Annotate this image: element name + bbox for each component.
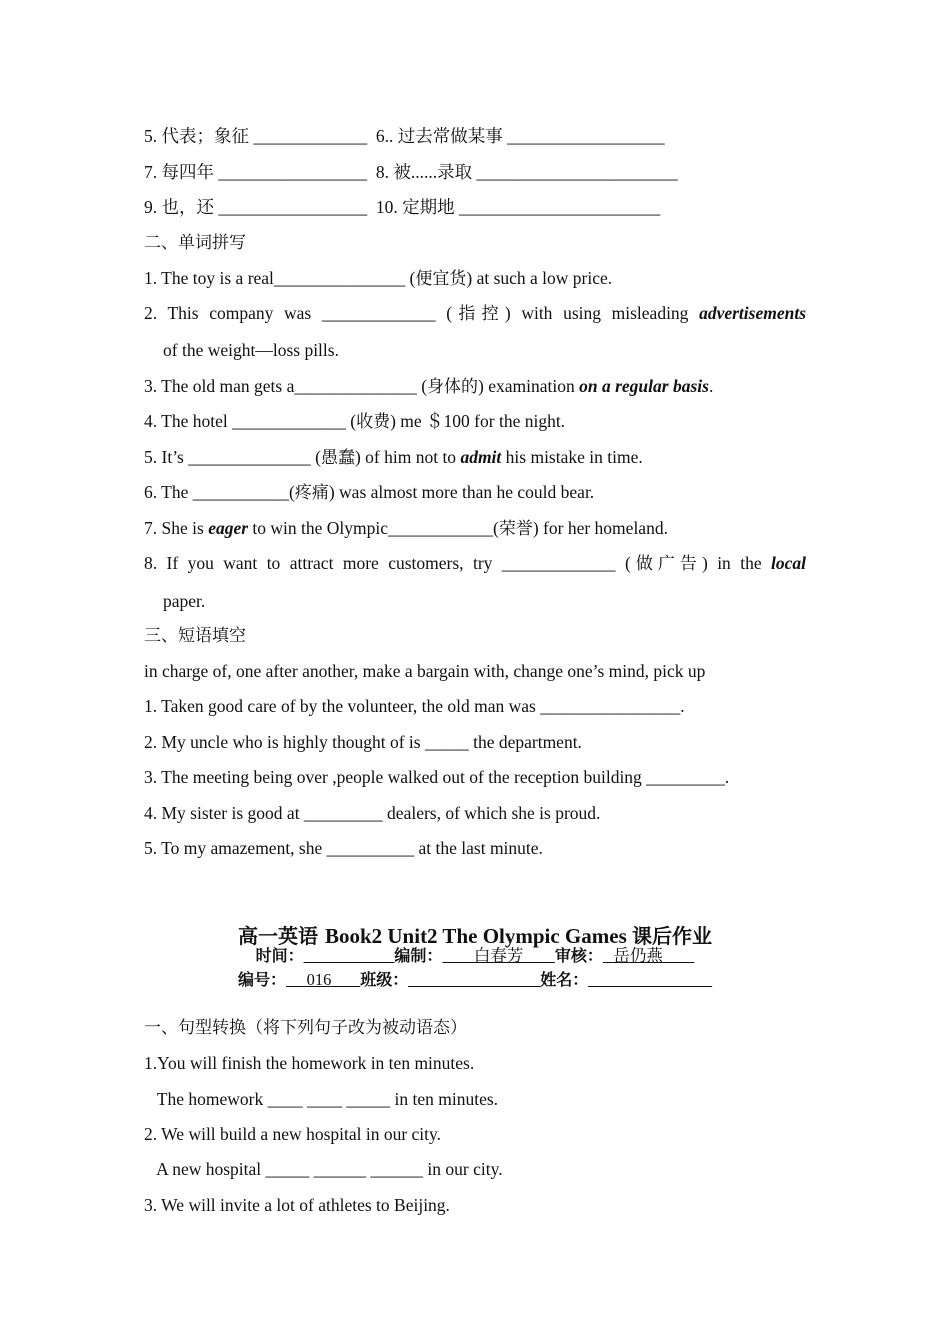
section-heading-phrase-fill: 三、短语填空: [144, 626, 246, 646]
transform-line-2: The homework ____ ____ _____ in ten minutes.: [144, 1089, 499, 1109]
vocab-row-7-8: 7. 每四年 _________________ 8. 被......录取 _______________________: [144, 162, 678, 182]
phrase-question-2: 2. My uncle who is highly thought of is _____ the department.: [144, 732, 582, 752]
phrase-question-1: 1. Taken good care of by the volunteer, the old man was ________________.: [144, 696, 685, 716]
spelling-question-4: 4. The hotel _____________ (收费) me ＄100 for the night.: [144, 411, 566, 432]
phrase-question-5: 5. To my amazement, she __________ at the last minute.: [144, 838, 543, 858]
spelling-question-8-continued: paper.: [163, 591, 206, 611]
spelling-question-2: 2. This company was _____________ (指控) with using misleading advertisements: [144, 303, 807, 324]
phrase-options: in charge of, one after another, make a bargain with, change one’s mind, pick up: [144, 661, 706, 681]
spelling-question-6: 6. The ___________(疼痛) was almost more than he could bear.: [144, 482, 595, 503]
header-meta-row-2: 编号： 016 班级：________________姓名：_______________: [237, 970, 713, 989]
vocab-row-9-10: 9. 也，还 _________________ 10. 定期地 _______________________: [144, 197, 661, 217]
phrase-question-3: 3. The meeting being over ,people walked out of the reception building _________.: [144, 767, 730, 787]
transform-line-1: 1.You will finish the homework in ten minutes.: [144, 1053, 475, 1073]
spelling-question-2-continued: of the weight—loss pills.: [163, 340, 339, 360]
header-meta-row-1: 时间：___________编制： 白春芳 审核： 岳仍燕: [255, 946, 663, 965]
spelling-question-3: 3. The old man gets a______________ (身体的) examination on a regular basis.: [144, 376, 714, 397]
transform-line-3: 2. We will build a new hospital in our city.: [144, 1124, 442, 1144]
transform-line-5: 3. We will invite a lot of athletes to Beijing.: [144, 1195, 450, 1215]
section-heading-word-spelling: 二、单词拼写: [144, 233, 246, 253]
spelling-question-5: 5. It’s ______________ (愚蠢) of him not to admit his mistake in time.: [144, 447, 643, 468]
transform-line-4: A new hospital _____ ______ ______ in our city.: [144, 1159, 503, 1179]
spelling-question-7: 7. She is eager to win the Olympic____________(荣誉) for her homeland.: [144, 518, 668, 539]
spelling-question-8: 8. If you want to attract more customers, try _____________ (做广告) in the local: [144, 553, 807, 574]
vocab-row-5-6: 5. 代表；象征 _____________ 6.. 过去常做某事 __________________: [144, 126, 665, 146]
phrase-question-4: 4. My sister is good at _________ dealers, of which she is proud.: [144, 803, 601, 823]
spelling-question-1: 1. The toy is a real_______________ (便宜货) at such a low price.: [144, 268, 613, 289]
section-heading-sentence-transform: 一、句型转换（将下列句子改为被动语态）: [144, 1018, 467, 1038]
homework-title: 高一英语 Book2 Unit2 The Olympic Games 课后作业: [237, 924, 713, 948]
